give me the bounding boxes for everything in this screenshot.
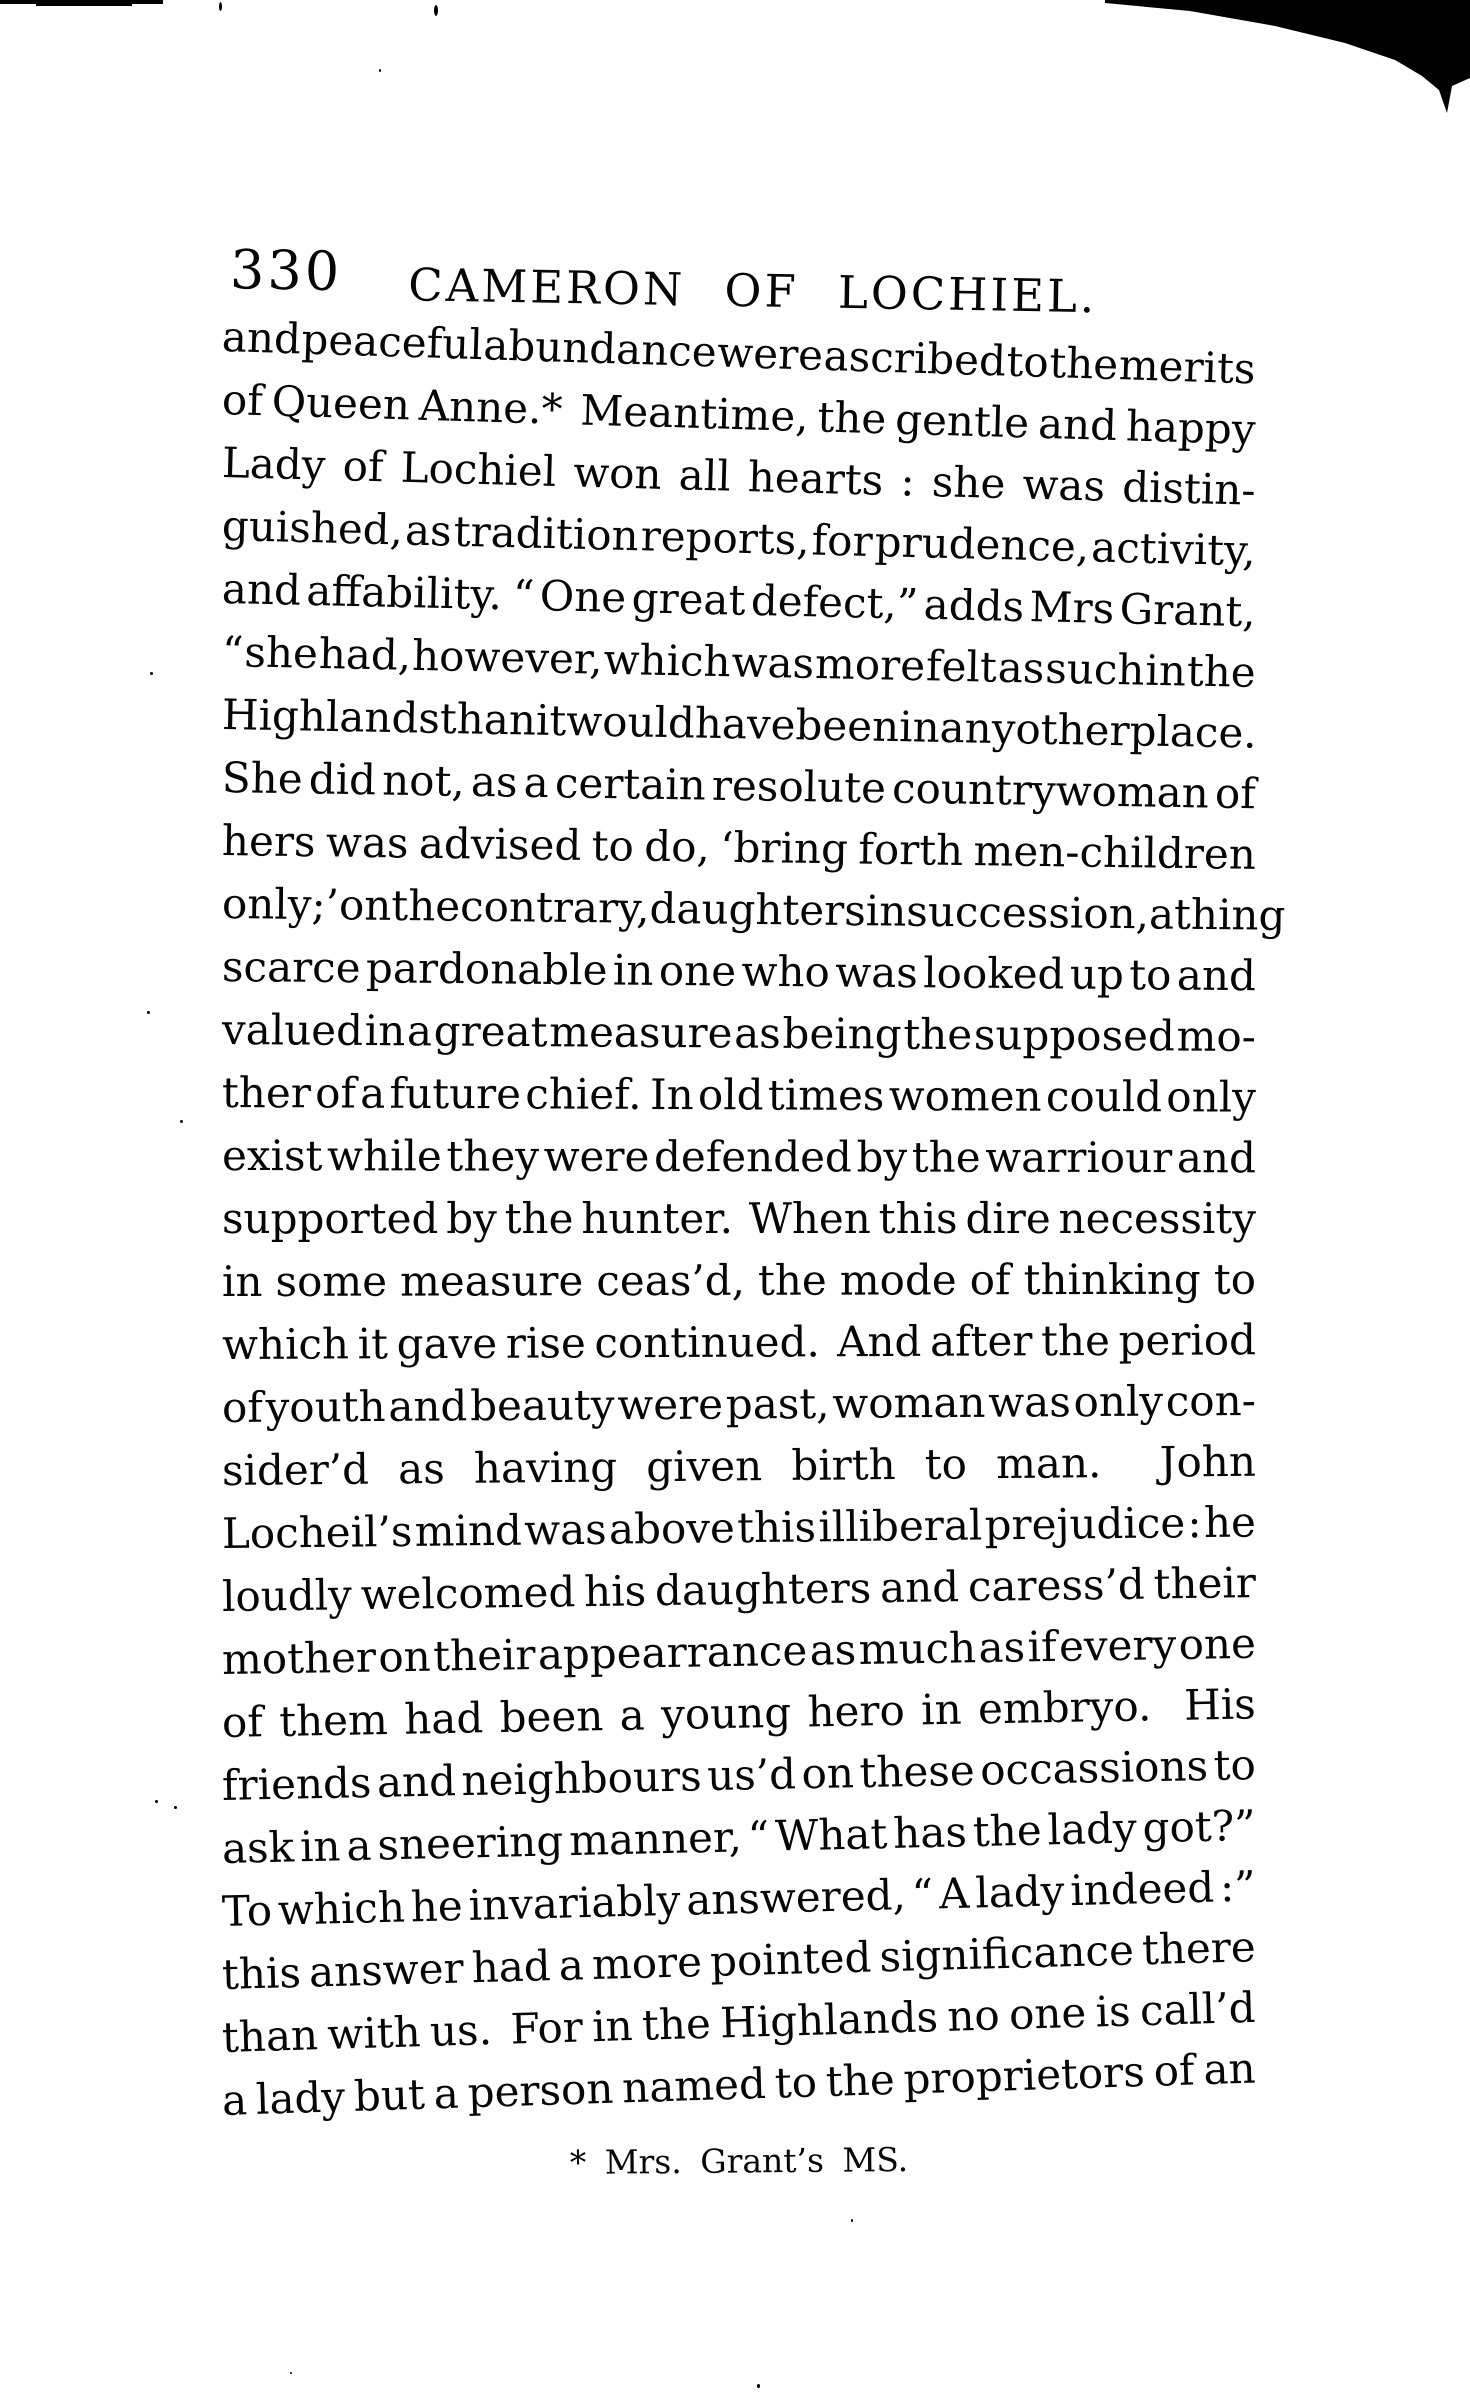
text-line: scarce pardonable in one who was looked up to and bbox=[221, 942, 1257, 1001]
text-line: a lady but a person named to the proprietors of an bbox=[221, 2043, 1257, 2125]
scan-artifact-corner-shadow bbox=[1100, 0, 1470, 120]
scan-speck bbox=[219, 2, 222, 11]
scan-speck bbox=[180, 1120, 183, 1123]
text-line: loudly welcomed his daughters and caress’d their bbox=[221, 1558, 1257, 1621]
scan-speck bbox=[150, 672, 153, 675]
text-line: She did not, as a certain resolute countrywoman of bbox=[221, 753, 1257, 819]
text-line: hers was advised to do, ‘bring forth men-children bbox=[221, 816, 1257, 879]
scan-speck bbox=[290, 2372, 292, 2374]
page-number: 330 bbox=[229, 238, 343, 304]
running-header: CAMERON OF LOCHIEL. bbox=[407, 258, 1098, 324]
text-line: guished, as tradition reports, for prudence, activity, bbox=[221, 501, 1257, 576]
scan-speck bbox=[147, 1011, 150, 1014]
text-line: than with us. For in the Highlands no one is call’d bbox=[221, 1982, 1257, 2062]
scan-speck bbox=[757, 2384, 760, 2388]
footnote: * Mrs. Grant’s MS. bbox=[569, 2140, 909, 2182]
text-line: in some measure ceas’d, the mode of thinking to bbox=[221, 1254, 1257, 1306]
scan-artifact-top-edge bbox=[36, 4, 132, 6]
scan-speck bbox=[851, 2219, 853, 2222]
text-line: of youth and beauty were past, woman was only con- bbox=[221, 1375, 1257, 1432]
text-line: valued in a great measure as being the supposed mo- bbox=[221, 1005, 1257, 1062]
text-line: and peaceful abundance were ascribed to the merits bbox=[221, 312, 1257, 394]
text-line: To which he invariably answered, “ A lady indeed :” bbox=[221, 1861, 1257, 1936]
text-line: Locheil’s mind was above this illiberal prejudice : he bbox=[221, 1497, 1257, 1558]
text-line: sider’d as having given birth to man. John bbox=[221, 1436, 1257, 1495]
text-line: friends and neighbours us’d on these occassions to bbox=[221, 1740, 1257, 1810]
text-line: of them had been a young hero in embryo. His bbox=[221, 1679, 1257, 1747]
text-line: and affability. “ One great defect,” adds Mrs Grant, bbox=[221, 564, 1257, 637]
text-line: Lady of Lochiel won all hearts : she was distin- bbox=[221, 438, 1257, 515]
text-line: “ she had, however, which was more felt as such in the bbox=[221, 627, 1257, 697]
text-line: mother on their appearrance as much as if every one bbox=[221, 1618, 1257, 1684]
text-line: exist while they were defended by the warriour and bbox=[221, 1131, 1256, 1183]
scan-speck bbox=[155, 1800, 158, 1803]
scan-speck bbox=[434, 5, 438, 16]
text-line: of Queen Anne.* Meantime, the gentle and happy bbox=[221, 375, 1257, 455]
text-line: this answer had a more pointed significance there bbox=[221, 1922, 1257, 1999]
scan-speck bbox=[174, 1806, 177, 1809]
body-text bbox=[221, 305, 1286, 2132]
text-line: ask in a sneering manner, “ What has the lady got?” bbox=[221, 1800, 1257, 1873]
text-line: ther of a future chief. In old times women could only bbox=[221, 1068, 1256, 1122]
text-line: supported by the hunter. When this dire necessity bbox=[222, 1194, 1256, 1243]
text-line: only ;’ on the contrary, daughters in succession, a thing bbox=[221, 879, 1286, 940]
text-line: which it gave rise continued. And after the period bbox=[221, 1315, 1257, 1369]
scan-speck bbox=[379, 69, 381, 72]
text-line: Highlands than it would have been in any other place. bbox=[221, 690, 1258, 758]
